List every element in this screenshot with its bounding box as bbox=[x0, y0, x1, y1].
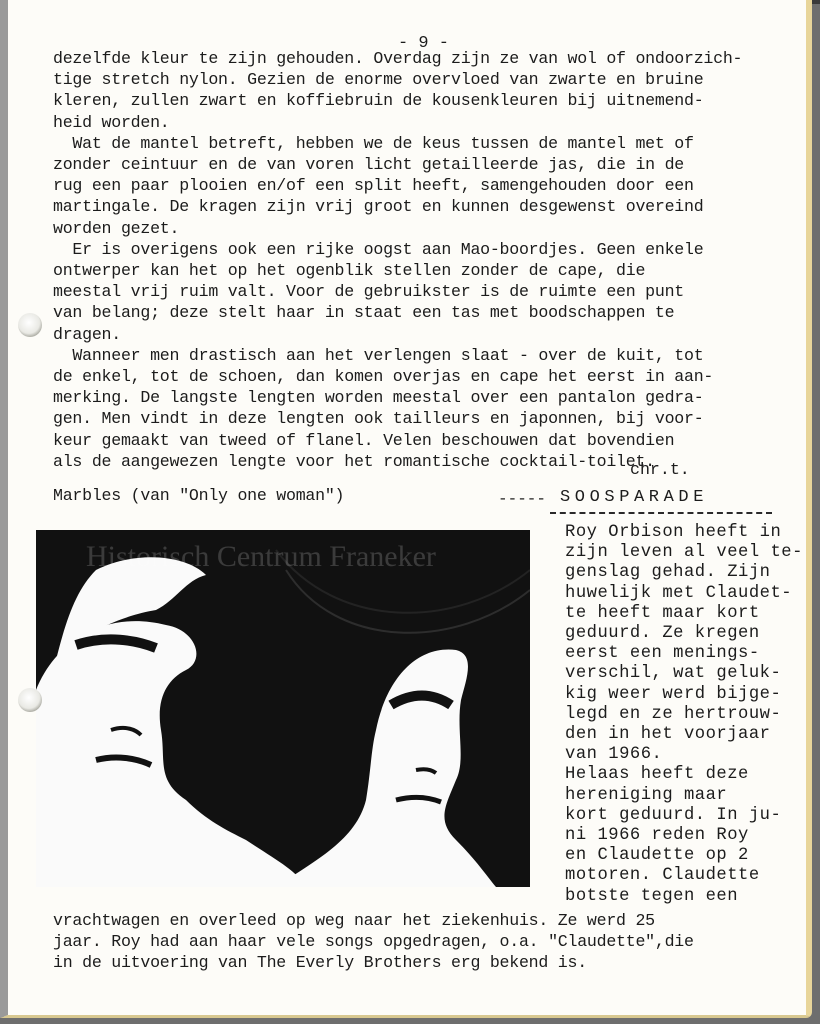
band-photo bbox=[36, 530, 530, 887]
article-body bbox=[53, 48, 773, 472]
left-face bbox=[36, 621, 306, 887]
section-title: SOOSPARADE bbox=[560, 488, 709, 507]
punch-hole-top bbox=[18, 313, 42, 337]
paragraph: Wat de mantel betreft, hebben we de keus tussen de mantel met of zonder ceintuur en de van voren licht getailleerde jas, die in de rug een paar plooien en/of een split heeft, samengehouden door een martingale. De kragen zijn vrij groot en kunnen desgewenst overeind worden gezet. bbox=[53, 133, 704, 238]
photo-silhouettes bbox=[36, 530, 530, 887]
photo-caption: Marbles (van "Only one woman") bbox=[53, 486, 345, 505]
paragraph: Er is overigens ook een rijke oogst aan Mao-boordjes. Geen enkele ontwerper kan het op het ogenblik stellen zonder de cape, die meestal vrij ruim valt. Voor de gebruikster is de ruimte een punt van belang; deze stelt haar in staat een tas met boodschappen te dragen. bbox=[53, 239, 704, 344]
section-title-underline bbox=[550, 512, 772, 514]
soosparade-continuation: vrachtwagen en overleed op weg naar het ziekenhuis. Ze werd 25 jaar. Roy had aan haar vele songs opgedragen, o.a. "Claudette",die in de uitvoering van The Everly Brothers erg bekend is. bbox=[53, 911, 694, 973]
archive-watermark: Historisch Centrum Franeker bbox=[86, 540, 436, 573]
author-signature: chr.t. bbox=[630, 460, 690, 479]
section-dashes: ----- bbox=[498, 490, 547, 508]
right-face bbox=[276, 650, 496, 887]
paragraph: dezelfde kleur te zijn gehouden. Overdag zijn ze van wol of ondoorzich- tige stretch nylon. Gezien de enorme overvloed van zwarte en bruine kleren, zullen zwart en koffiebruin de kousenkleuren bij uitnemend- heid worden. bbox=[53, 49, 743, 132]
paragraph: Wanneer men drastisch aan het verlengen slaat - over de kuit, tot de enkel, tot de schoen, dan komen overjas en cape het eerst in aan- merking. De langste lengten worden meestal over een pantalon gedra- gen. Men vindt in deze lengten ook tailleurs en japonnen, bij voor- keur gemaakt van tweed of flanel. Velen beschouwen dat bovendien als de aangewezen lengte voor het romantische cocktail-toilet. bbox=[53, 345, 714, 471]
page-number: - 9 - bbox=[398, 34, 450, 53]
soosparade-column: Roy Orbison heeft in zijn leven al veel te- genslag gehad. Zijn huwelijk met Claudet- te heeft maar kort geduurd. Ze kregen eerst een menings- verschil, wat geluk- kig weer werd bijge- legd en ze hertrouw- den in het voorjaar van 1966. Helaas heeft deze hereniging maar kort geduurd. In ju- ni 1966 reden Roy en Claudette op 2 motoren. Claudette botste tegen een bbox=[565, 523, 803, 906]
punch-hole-bottom bbox=[18, 688, 42, 712]
